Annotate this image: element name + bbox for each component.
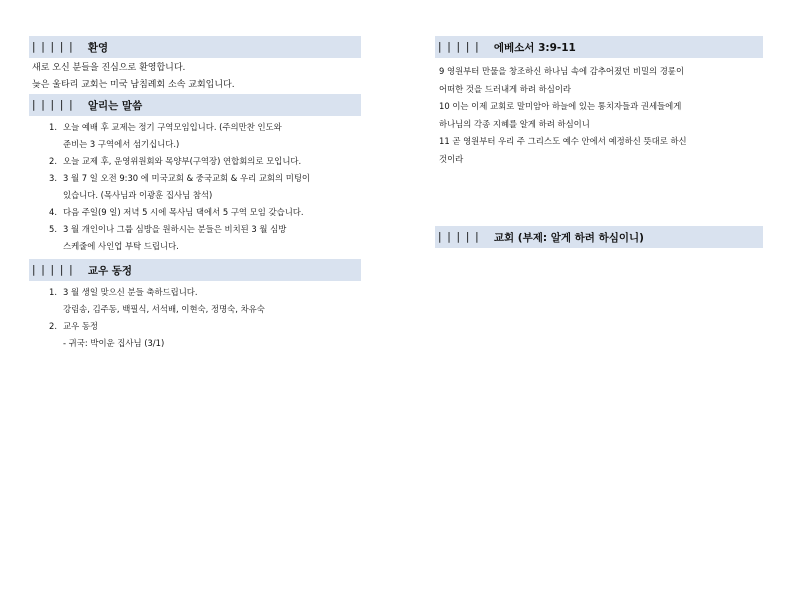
scripture-line: 어떠한 것을 드러내게 하려 하심이라 <box>439 83 572 94</box>
list-item <box>29 170 361 204</box>
welcome-title: 환영 <box>87 41 109 54</box>
welcome-text <box>32 60 361 94</box>
item-line: 강림송, 김주동, 백필식, 서석배, 이현숙, 정명숙, 차유숙 <box>63 304 265 314</box>
announcements-list <box>29 119 361 255</box>
news-header <box>29 259 361 281</box>
item-number: 1. <box>49 122 57 132</box>
item-line: - 귀국: 박이운 집사님 (3/1) <box>63 338 165 348</box>
list-item <box>29 204 361 221</box>
church-title: 교회 (부제: 알게 하려 하심이니) <box>493 231 644 244</box>
header-marks: | | | | | <box>438 41 480 53</box>
item-number: 2. <box>49 321 57 331</box>
scripture-line: 9 영원부터 만물을 창조하신 하나님 속에 감추어졌던 비밀의 경륜이 <box>439 66 685 76</box>
right-column <box>435 36 763 248</box>
scripture-line: 10 이는 이제 교회로 말미암아 하늘에 있는 통치자들과 권세들에게 <box>439 101 682 111</box>
list-item <box>29 119 361 153</box>
item-line: 있습니다. (목사님과 이광훈 집사님 참석) <box>63 190 213 200</box>
news-list <box>29 284 361 352</box>
church-header <box>435 226 763 248</box>
item-number: 2. <box>49 156 57 166</box>
list-item <box>29 153 361 170</box>
announcements-header <box>29 94 361 116</box>
item-number: 5. <box>49 224 57 234</box>
scripture-line: 것이라 <box>439 153 464 164</box>
item-line: 3 월 개인이나 그룹 심방을 원하시는 분들은 비치된 3 월 심방 <box>63 224 287 234</box>
item-number: 4. <box>49 207 57 217</box>
item-number: 1. <box>49 287 57 297</box>
item-line: 오늘 교제 후, 운영위원회와 목양부(구역장) 연합회의로 모입니다. <box>63 156 302 166</box>
item-line: 3 월 생일 맞으신 분들 축하드립니다. <box>63 287 198 297</box>
header-marks: | | | | | <box>32 264 74 276</box>
scripture-text <box>439 63 763 168</box>
scripture-line: 하나님의 각종 지혜를 알게 하려 하심이니 <box>439 118 590 129</box>
header-marks: | | | | | <box>32 41 74 53</box>
header-marks: | | | | | <box>438 231 480 243</box>
welcome-header <box>29 36 361 58</box>
announcements-title: 알리는 말씀 <box>87 99 143 112</box>
list-item <box>29 221 361 255</box>
item-line: 오늘 예배 후 교제는 정기 구역모임입니다. (주의만찬 인도와 <box>63 122 282 132</box>
welcome-line: 새로 오신 분들을 진심으로 환영합니다. <box>32 63 186 73</box>
header-marks: | | | | | <box>32 99 74 111</box>
item-line: 준비는 3 구역에서 섬기십니다.) <box>63 139 180 149</box>
list-item <box>29 284 361 318</box>
news-title: 교우 동정 <box>87 264 133 277</box>
item-line: 다음 주일(9 일) 저녁 5 시에 목사님 댁에서 5 구역 모임 갖습니다. <box>63 207 304 217</box>
list-item <box>29 318 361 352</box>
item-line: 교우 동정 <box>63 321 99 331</box>
left-column <box>29 36 361 352</box>
scripture-header <box>435 36 763 58</box>
welcome-line: 늦은 울타리 교회는 미국 남침례회 소속 교회입니다. <box>32 80 235 90</box>
scripture-line: 11 곧 영원부터 우리 주 그리스도 예수 안에서 예정하신 뜻대로 하신 <box>439 136 687 146</box>
scripture-title: 에베소서 3:9-11 <box>493 41 576 54</box>
item-line: 스케줄에 사인업 부탁 드립니다. <box>63 241 179 251</box>
item-number: 3. <box>49 173 57 183</box>
item-line: 3 월 7 일 오전 9:30 에 미국교회 & 중국교회 & 우리 교회의 미팅이 <box>63 173 311 183</box>
